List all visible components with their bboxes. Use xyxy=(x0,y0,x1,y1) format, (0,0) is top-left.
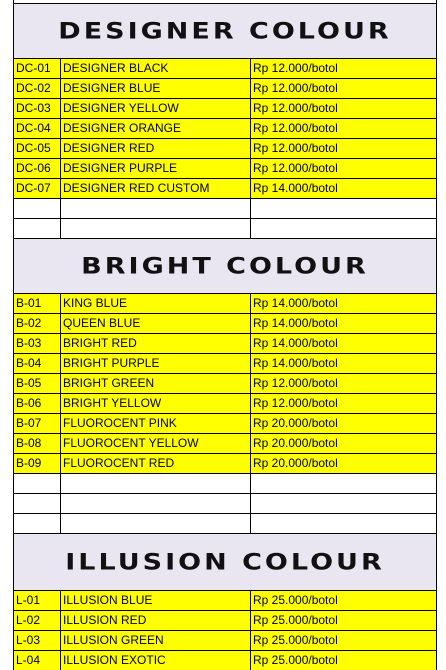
empty-cell xyxy=(13,513,60,533)
empty-cell xyxy=(250,198,437,218)
item-name-cell: DESIGNER PURPLE xyxy=(60,158,250,178)
item-code-cell: L-04 xyxy=(13,650,60,670)
item-price-cell: Rp 12.000/botol xyxy=(250,373,437,393)
empty-cell xyxy=(13,473,60,493)
item-code-cell: B-09 xyxy=(13,453,60,473)
item-name-cell: QUEEN BLUE xyxy=(60,313,250,333)
table-row xyxy=(13,138,437,158)
table-row xyxy=(13,590,437,610)
item-name-cell: ILLUSION EXOTIC xyxy=(60,650,250,670)
item-code-cell: B-02 xyxy=(13,313,60,333)
empty-cell xyxy=(250,218,437,238)
item-name-cell: KING BLUE xyxy=(60,293,250,313)
table-row xyxy=(13,610,437,630)
item-code-cell: L-01 xyxy=(13,590,60,610)
section-header-bright xyxy=(13,238,437,293)
item-name-cell: FLUOROCENT YELLOW xyxy=(60,433,250,453)
section-title-illusion: ILLUSION COLOUR xyxy=(65,549,385,575)
table-row xyxy=(13,293,437,313)
item-name-cell: DESIGNER RED xyxy=(60,138,250,158)
item-price-cell: Rp 25.000/botol xyxy=(250,610,437,630)
empty-table-row xyxy=(13,218,437,238)
item-price-cell: Rp 12.000/botol xyxy=(250,58,437,78)
table-row xyxy=(13,78,437,98)
item-price-cell: Rp 12.000/botol xyxy=(250,78,437,98)
item-price-cell: Rp 20.000/botol xyxy=(250,453,437,473)
item-name-cell: ILLUSION RED xyxy=(60,610,250,630)
item-code-cell: B-06 xyxy=(13,393,60,413)
section-title-bright: BRIGHT COLOUR xyxy=(81,253,369,279)
table-row xyxy=(13,453,437,473)
item-code-cell: DC-03 xyxy=(13,98,60,118)
item-price-cell: Rp 25.000/botol xyxy=(250,630,437,650)
item-code-cell: DC-05 xyxy=(13,138,60,158)
empty-cell xyxy=(250,473,437,493)
empty-table-row xyxy=(13,493,437,513)
item-name-cell: DESIGNER BLUE xyxy=(60,78,250,98)
table-row xyxy=(13,333,437,353)
item-code-cell: B-05 xyxy=(13,373,60,393)
table-row xyxy=(13,178,437,198)
empty-cell xyxy=(13,493,60,513)
item-name-cell: BRIGHT RED xyxy=(60,333,250,353)
item-price-cell: Rp 12.000/botol xyxy=(250,393,437,413)
table-row xyxy=(13,118,437,138)
item-price-cell: Rp 25.000/botol xyxy=(250,650,437,670)
item-name-cell: DESIGNER YELLOW xyxy=(60,98,250,118)
item-name-cell: BRIGHT GREEN xyxy=(60,373,250,393)
empty-cell xyxy=(250,493,437,513)
item-code-cell: DC-01 xyxy=(13,58,60,78)
item-code-cell: DC-02 xyxy=(13,78,60,98)
item-name-cell: DESIGNER BLACK xyxy=(60,58,250,78)
item-price-cell: Rp 20.000/botol xyxy=(250,433,437,453)
item-code-cell: DC-06 xyxy=(13,158,60,178)
table-row xyxy=(13,158,437,178)
empty-table-row xyxy=(13,473,437,493)
item-price-cell: Rp 14.000/botol xyxy=(250,333,437,353)
empty-cell xyxy=(60,493,250,513)
empty-cell xyxy=(60,513,250,533)
table-row xyxy=(13,630,437,650)
item-code-cell: B-07 xyxy=(13,413,60,433)
empty-cell xyxy=(13,198,60,218)
empty-cell xyxy=(60,198,250,218)
empty-cell xyxy=(250,513,437,533)
table-row xyxy=(13,373,437,393)
item-name-cell: DESIGNER RED CUSTOM xyxy=(60,178,250,198)
item-price-cell: Rp 14.000/botol xyxy=(250,313,437,333)
item-price-cell: Rp 12.000/botol xyxy=(250,98,437,118)
item-code-cell: B-08 xyxy=(13,433,60,453)
item-price-cell: Rp 25.000/botol xyxy=(250,590,437,610)
item-name-cell: FLUOROCENT RED xyxy=(60,453,250,473)
section-header-illusion xyxy=(13,533,437,590)
table-row xyxy=(13,353,437,373)
table-row xyxy=(13,413,437,433)
table-row xyxy=(13,98,437,118)
item-name-cell: ILLUSION BLUE xyxy=(60,590,250,610)
item-name-cell: BRIGHT YELLOW xyxy=(60,393,250,413)
item-code-cell: DC-04 xyxy=(13,118,60,138)
item-code-cell: L-03 xyxy=(13,630,60,650)
item-price-cell: Rp 14.000/botol xyxy=(250,293,437,313)
item-code-cell: DC-07 xyxy=(13,178,60,198)
empty-cell xyxy=(60,473,250,493)
empty-cell xyxy=(13,218,60,238)
item-price-cell: Rp 12.000/botol xyxy=(250,158,437,178)
item-price-cell: Rp 14.000/botol xyxy=(250,353,437,373)
empty-cell xyxy=(60,218,250,238)
item-code-cell: L-02 xyxy=(13,610,60,630)
item-code-cell: B-04 xyxy=(13,353,60,373)
empty-table-row xyxy=(13,198,437,218)
item-name-cell: BRIGHT PURPLE xyxy=(60,353,250,373)
table-row xyxy=(13,58,437,78)
item-name-cell: ILLUSION GREEN xyxy=(60,630,250,650)
table-row xyxy=(13,650,437,670)
item-price-cell: Rp 12.000/botol xyxy=(250,118,437,138)
table-row xyxy=(13,393,437,413)
item-name-cell: FLUOROCENT PINK xyxy=(60,413,250,433)
item-price-cell: Rp 12.000/botol xyxy=(250,138,437,158)
table-row xyxy=(13,433,437,453)
item-price-cell: Rp 14.000/botol xyxy=(250,178,437,198)
section-header-designer xyxy=(13,3,437,58)
item-name-cell: DESIGNER ORANGE xyxy=(60,118,250,138)
item-price-cell: Rp 20.000/botol xyxy=(250,413,437,433)
section-title-designer: DESIGNER COLOUR xyxy=(58,18,392,44)
empty-table-row xyxy=(13,513,437,533)
table-row xyxy=(13,313,437,333)
item-code-cell: B-03 xyxy=(13,333,60,353)
item-code-cell: B-01 xyxy=(13,293,60,313)
